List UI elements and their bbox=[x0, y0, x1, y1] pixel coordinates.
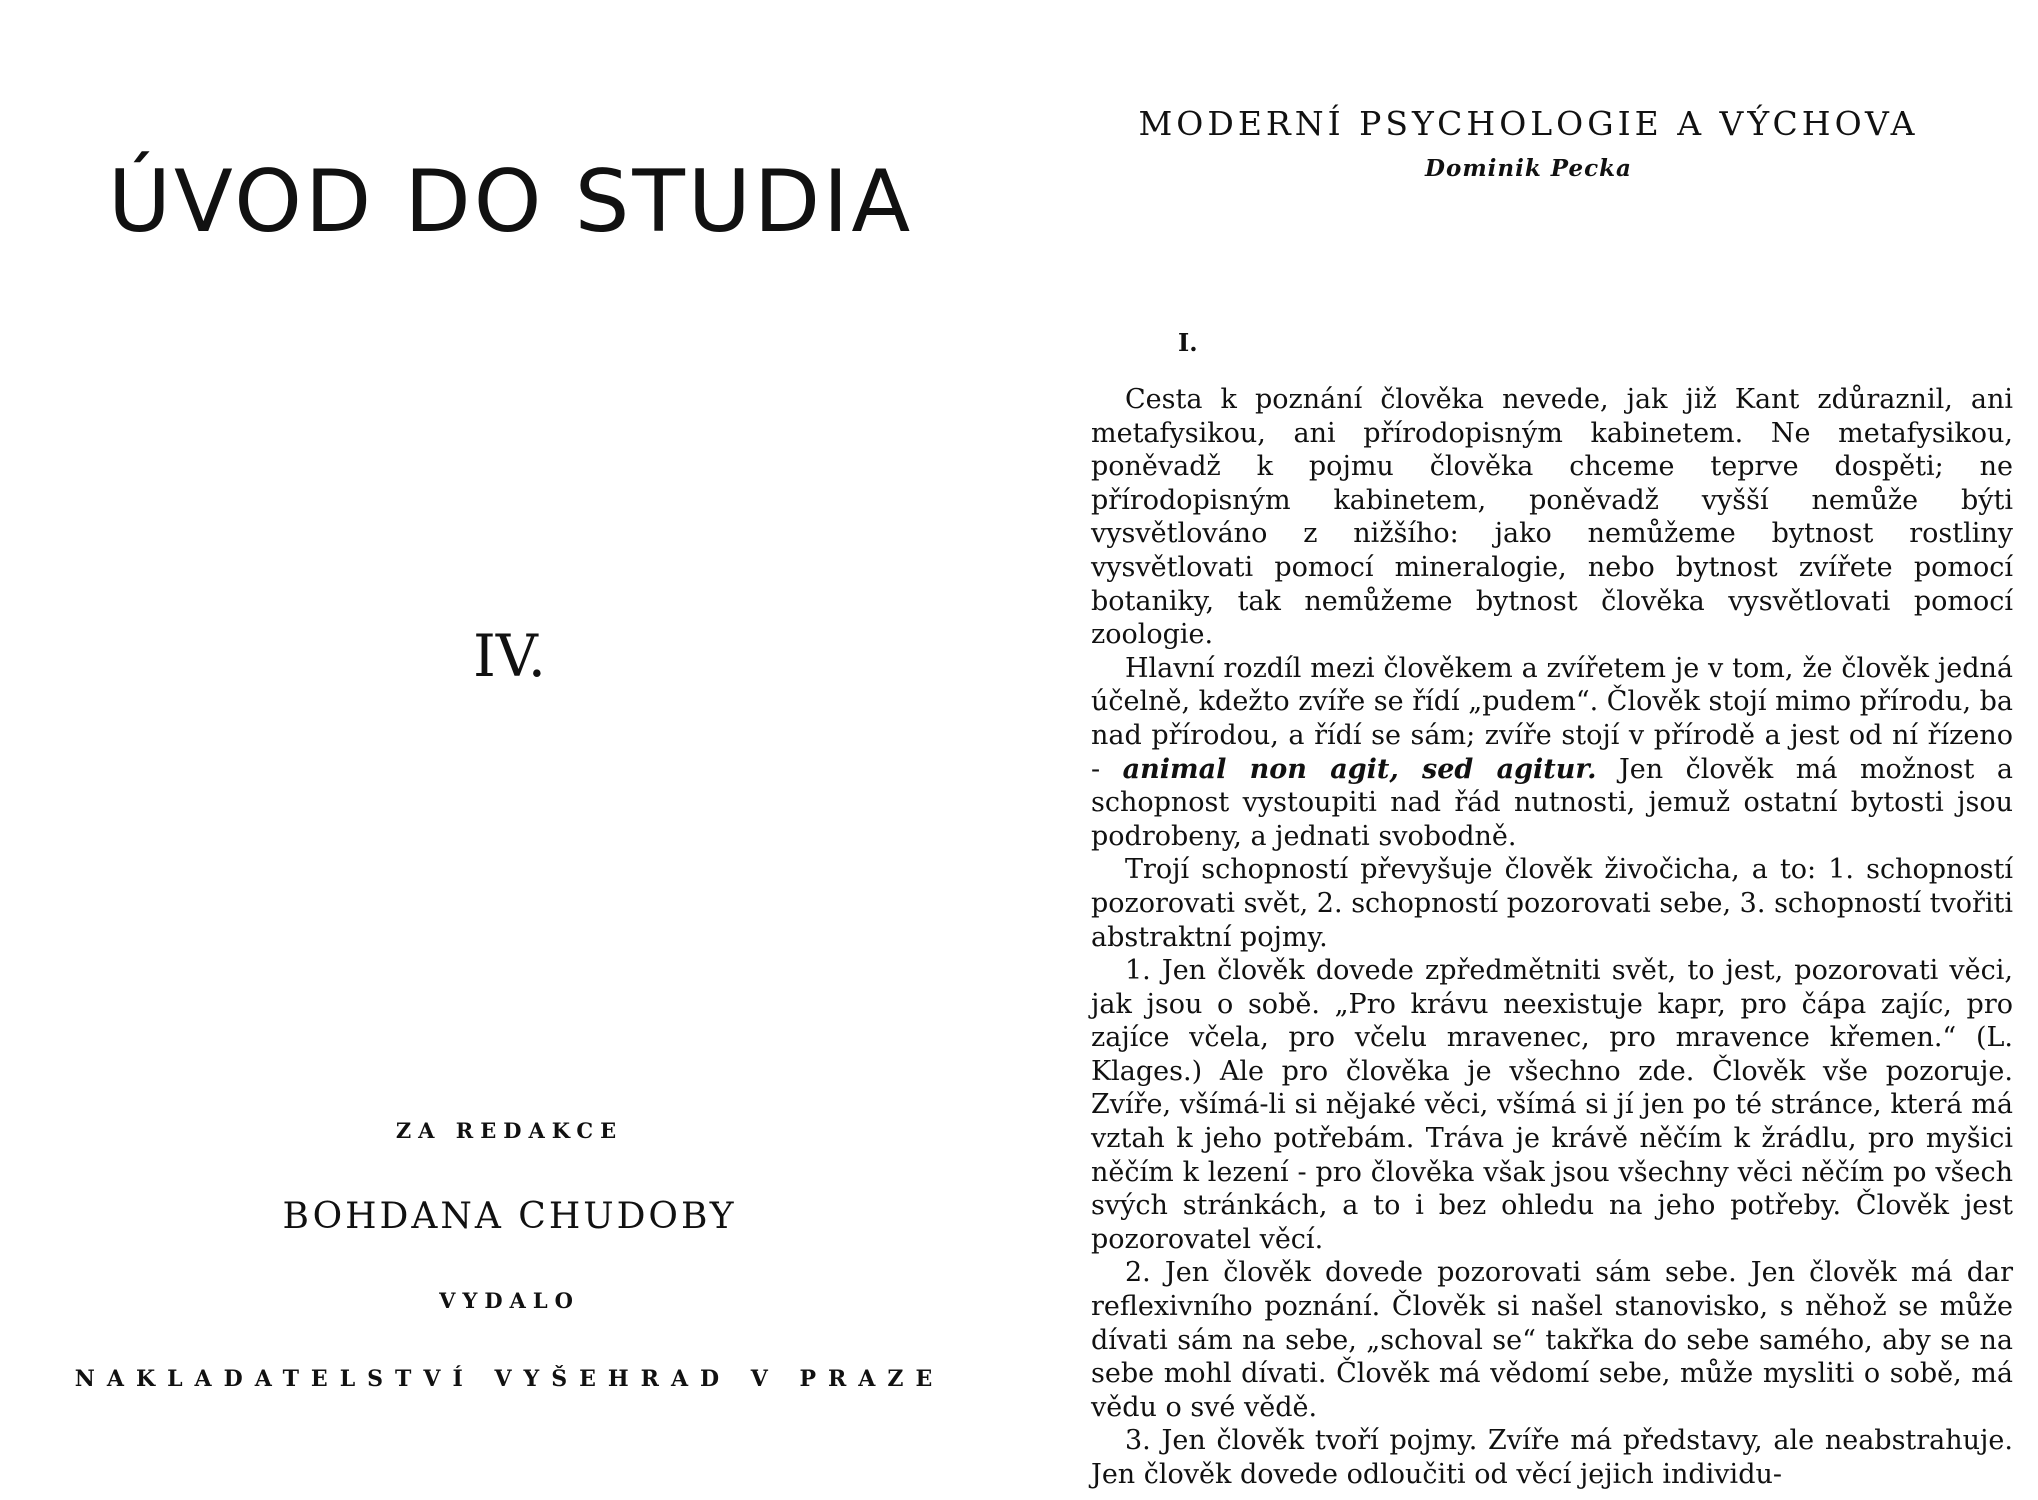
paragraph-4: 1. Jen člověk dovede zpředmětniti svět, to jest, pozorovati věci, jak jsou o sobě. „Pro krávu neexistuje kapr, pro čápa zajíc, pro zajíce včela, pro včelu mravenec, pro mravence křemen.“ (L. Klages.) Ale pro člověka je všechno zde. Člověk vše pozoruje. Zvíře, všímá-li si nějaké věci, všímá si jí jen po té stránce, která má vztah k jeho potřebám. Tráva je krávě něčím k žrádlu, pro myšici něčím k lezení - pro člověka však jsou všechny věci něčím po všech svých stránkách, a to i bez ohledu na jeho potřeby. Člověk jest pozorovatel věcí. bbox=[1091, 955, 2013, 1255]
article-body bbox=[1091, 383, 2013, 1492]
section-number: I. bbox=[1178, 328, 1198, 357]
latin-quote: animal non agit, sed agitur. bbox=[1122, 753, 1597, 785]
right-page bbox=[1019, 0, 2038, 1500]
paragraph-2-text-after: Jen člověk má možnost a schopnost vystoupiti nad řád nutnosti, jemuž ostatní bytosti jsou podrobeny, a jednati svobodně. bbox=[1091, 753, 2013, 852]
editor-label: ZA REDAKCE bbox=[395, 1118, 624, 1143]
paragraph-2 bbox=[1091, 652, 2013, 854]
paragraph-3: Trojí schopností převyšuje člověk živočicha, a to: 1. schopností pozorovati svět, 2. schopností pozorovati sebe, 3. schopností tvořiti abstraktní pojmy. bbox=[1091, 854, 2013, 953]
paragraph-1: Cesta k poznání člověka nevede, jak již Kant zdůraznil, ani metafysikou, ani přírodopisným kabinetem. Ne metafysikou, poněvadž k pojmu člověka chceme teprve dospěti; ne přírodopisným kabinetem, poněvadž vyšší nemůže býti vysvětlováno z nižšího: jako nemůžeme bytnost rostliny vysvětlovati pomocí mineralogie, nebo bytnost zvířete pomocí botaniky, tak nemůžeme bytnost člověka vysvětlovati pomocí zoologie. bbox=[1091, 384, 2013, 651]
paragraph-5: 2. Jen člověk dovede pozorovati sám sebe. Jen člověk má dar reflexivního poznání. Člověk si našel stanovisko, s něhož se může dívati sám na sebe, „schoval se“ takřka do sebe samého, aby se na sebe mohl dívati. Člověk má vědomí sebe, může mysliti o sobě, má vědu o své vědě. bbox=[1091, 1257, 2013, 1423]
article-author: Dominik Pecka bbox=[1425, 155, 1632, 182]
series-title: ÚVOD DO STUDIA bbox=[108, 152, 914, 252]
publisher-label: VYDALO bbox=[439, 1288, 580, 1313]
paragraph-6: 3. Jen člověk tvoří pojmy. Zvíře má představy, ale neabstrahuje. Jen člověk dovede odloučiti od věcí jejich individu- bbox=[1091, 1425, 2013, 1490]
publisher-name: NAKLADATELSTVÍ VYŠEHRAD V PRAZE bbox=[74, 1366, 945, 1392]
editor-name: BOHDANA CHUDOBY bbox=[282, 1196, 737, 1237]
paragraph-2-text-before: Hlavní rozdíl mezi člověkem a zvířetem je v tom, že člověk jedná účelně, kdežto zvíře se řídí „pudem“. Člověk stojí mimo přírodu, ba nad přírodou, a řídí se sám; zvíře stojí v přírodě a jest od ní řízeno - bbox=[1091, 652, 2013, 785]
article-title: MODERNÍ PSYCHOLOGIE A VÝCHOVA bbox=[1138, 104, 1919, 143]
volume-number: IV. bbox=[472, 622, 547, 690]
